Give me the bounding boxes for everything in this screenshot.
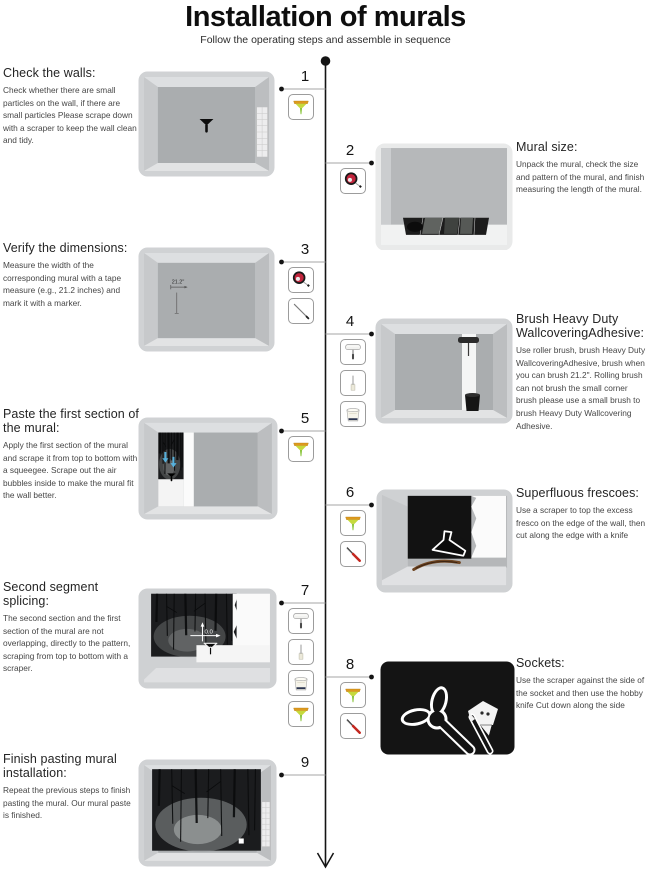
step-heading: Finish pasting mural installation: (3, 752, 117, 780)
step-8-connector-dot (369, 675, 374, 680)
step-body: Use roller brush, brush Heavy Duty WallcoveringAdhesive, brush when you can brush 21.2". Rolling brush can not brush the small corner brush please use a small brush to brush Heavy Duty Wallcovering Adhesive. (516, 345, 646, 431)
step-7-figure (138, 588, 277, 689)
step-8-figure (380, 661, 515, 755)
squeegee-icon (340, 682, 366, 708)
squeegee-icon (340, 510, 366, 536)
knife-icon (340, 541, 366, 567)
room-measured-illustration (138, 247, 275, 352)
step-9-figure (138, 759, 277, 867)
socket-cutout-illustration (380, 661, 515, 755)
squeegee-icon-graphic (289, 95, 313, 119)
svg-text:21.2": 21.2" (171, 279, 185, 286)
step-6-text (516, 486, 650, 542)
step-6-connector-dot (369, 503, 374, 508)
step-5-text (3, 407, 139, 502)
squeegee-icon (288, 701, 314, 727)
step-body: Apply the first section of the mural and scrape it from top to bottom with a squeegee. Scrape out the air bubbles inside to make the mural fit the wall better. (3, 440, 138, 501)
tape-measure-icon-graphic (341, 169, 365, 193)
room-adhesive-illustration (375, 318, 513, 424)
knife-icon (340, 713, 366, 739)
room-finished-illustration (138, 759, 277, 867)
adhesive-bucket-icon (340, 401, 366, 427)
roller-brush-icon (340, 339, 366, 365)
marker-icon (288, 298, 314, 324)
room-splice-illustration (138, 588, 277, 689)
tape-measure-icon (340, 168, 366, 194)
step-body: Check whether there are small particles on the wall, if there are small particles Please scrape down with a scraper to keep the wall clean and tidy. (3, 85, 137, 146)
knife-icon-graphic (341, 542, 365, 566)
room-wall-mark-illustration (138, 71, 275, 177)
marker-icon-graphic (289, 299, 313, 323)
step-4-text (516, 312, 650, 432)
adhesive-bucket-icon (288, 670, 314, 696)
step-body: The second section and the first section of the mural are not overlapping, directly to the pattern, scraping from top to bottom with a scraper. (3, 613, 131, 674)
step-9-text (3, 752, 139, 822)
tape-measure-icon-graphic (289, 268, 313, 292)
step-8-text (516, 656, 650, 712)
step-5-number: 5 (300, 410, 310, 427)
step-body: Measure the width of the corresponding mural with a tape measure (e.g., 21.2 inches) and mark it with a marker. (3, 260, 122, 308)
mural-unpacked-illustration (375, 143, 513, 250)
step-5-connector-dot (279, 429, 284, 434)
timeline-start-dot (321, 56, 331, 66)
small-brush-icon (340, 370, 366, 396)
small-brush-icon-graphic (341, 371, 365, 395)
step-heading: Brush Heavy Duty WallcoveringAdhesive: (516, 312, 645, 340)
step-2-connector-dot (369, 161, 374, 166)
step-heading: Superfluous frescoes: (516, 486, 639, 500)
adhesive-bucket-icon-graphic (289, 671, 313, 695)
step-2-figure (375, 143, 513, 250)
step-4-figure (375, 318, 513, 424)
step-4-connector-dot (369, 332, 374, 337)
small-brush-icon (288, 639, 314, 665)
room-first-panel-illustration (138, 417, 278, 520)
step-9-number: 9 (300, 754, 310, 771)
step-1-text (3, 66, 139, 147)
step-3-figure (138, 247, 275, 352)
squeegee-icon (288, 94, 314, 120)
step-3-connector-dot (279, 260, 284, 265)
step-1-connector-dot (279, 87, 284, 92)
page-title: Installation of murals (185, 1, 466, 33)
step-7-connector-dot (279, 601, 284, 606)
step-7-number: 7 (300, 582, 310, 599)
svg-text:0.0: 0.0 (204, 629, 213, 636)
step-3-number: 3 (300, 241, 310, 258)
step-5-figure (138, 417, 278, 520)
step-1-number: 1 (300, 68, 310, 85)
small-brush-icon-graphic (289, 640, 313, 664)
step-heading: Sockets: (516, 656, 565, 670)
page-subtitle: Follow the operating steps and assemble in sequence (200, 34, 451, 46)
squeegee-icon (288, 436, 314, 462)
room-trim-excess-illustration (376, 489, 513, 593)
step-4-number: 4 (345, 313, 355, 330)
tape-measure-icon (288, 267, 314, 293)
squeegee-icon-graphic (341, 511, 365, 535)
step-heading: Verify the dimensions: (3, 241, 128, 255)
step-1-figure (138, 71, 275, 177)
knife-icon-graphic (341, 714, 365, 738)
step-6-figure (376, 489, 513, 593)
squeegee-icon-graphic (289, 702, 313, 726)
step-body: Unpack the mural, check the size and pattern of the mural, and finish measuring the length of the mural. (516, 159, 645, 195)
step-heading: Paste the first section of the mural: (3, 407, 139, 435)
step-heading: Mural size: (516, 140, 578, 154)
roller-brush-icon (288, 608, 314, 634)
step-7-text (3, 580, 139, 675)
step-body: Use the scraper against the side of the socket and then use the hobby knife Cut down along the side (516, 675, 645, 711)
step-2-text (516, 140, 650, 196)
roller-brush-icon-graphic (289, 609, 313, 633)
step-6-number: 6 (345, 484, 355, 501)
step-heading: Check the walls: (3, 66, 96, 80)
adhesive-bucket-icon-graphic (341, 402, 365, 426)
step-3-text (3, 241, 139, 309)
squeegee-icon-graphic (341, 683, 365, 707)
step-9-connector-dot (279, 773, 284, 778)
step-8-number: 8 (345, 656, 355, 673)
roller-brush-icon-graphic (341, 340, 365, 364)
step-2-number: 2 (345, 142, 355, 159)
step-body: Use a scraper to top the excess fresco on the edge of the wall, then cut along the edge with a knife (516, 505, 646, 541)
step-heading: Second segment splicing: (3, 580, 99, 608)
step-body: Repeat the previous steps to finish pasting the mural. Our mural paste is finished. (3, 785, 131, 821)
squeegee-icon-graphic (289, 437, 313, 461)
